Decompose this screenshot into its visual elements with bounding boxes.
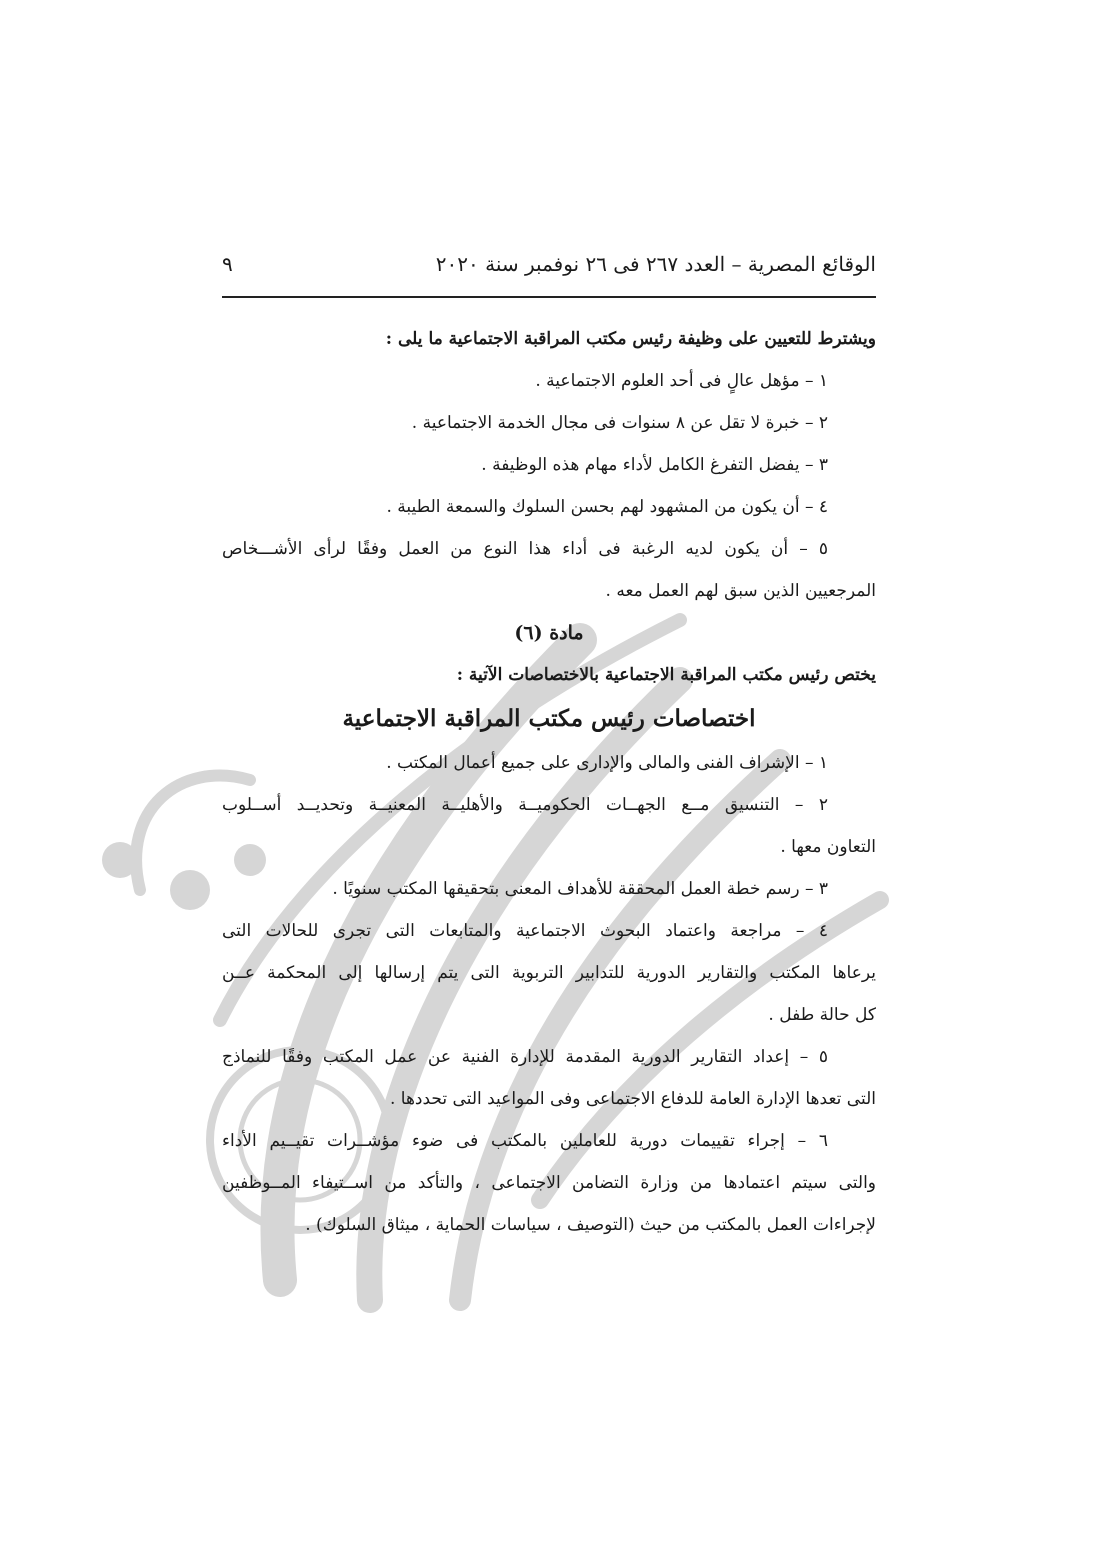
duty-item-continuation: يرعاها المكتب والتقارير الدورية للتدابير التربوية التى يتم إرسالها إلى المحكمة عــن (222, 963, 876, 983)
page-number: ٩ (222, 252, 233, 276)
article-intro: يختص رئيس مكتب المراقبة الاجتماعية بالاختصاصات الآتية : (456, 665, 876, 685)
duty-item: ٦ – إجراء تقييمات دورية للعاملين بالمكتب فى ضوء مؤشــرات تقيــيم الأداء (222, 1131, 828, 1151)
requirement-item: ٣ – يفضل التفرغ الكامل لأداء مهام هذه الوظيفة . (481, 455, 828, 475)
gazette-title: الوقائع المصرية – العدد ٢٦٧ فى ٢٦ نوفمبر سنة ٢٠٢٠ (435, 252, 876, 276)
requirements-intro: ويشترط للتعيين على وظيفة رئيس مكتب المراقبة الاجتماعية ما يلى : (385, 329, 876, 349)
duty-item-continuation: كل حالة طفل . (768, 1005, 876, 1025)
duty-item: ٢ – التنسيق مــع الجهــات الحكوميــة والأهليــة المعنيــة وتحديــد أســلوب (222, 795, 828, 815)
duty-item-continuation: التى تعدها الإدارة العامة للدفاع الاجتماعى وفى المواعيد التى تحددها . (389, 1089, 876, 1109)
duty-item-continuation: والتى سيتم اعتمادها من وزارة التضامن الاجتماعى ، والتأكد من اســتيفاء المــوظفين (222, 1173, 876, 1193)
requirement-item: ١ – مؤهل عالٍ فى أحد العلوم الاجتماعية . (535, 371, 828, 391)
article-title: مادة (٦) (514, 622, 584, 644)
requirement-item-continuation: المرجعيين الذين سبق لهم العمل معه . (605, 581, 876, 601)
document-body (222, 318, 876, 1246)
duty-item: ٥ – إعداد التقارير الدورية المقدمة للإدارة الفنية عن عمل المكتب وفقًا للنماذج (222, 1047, 828, 1067)
requirement-item: ٢ – خبرة لا تقل عن ٨ سنوات فى مجال الخدمة الاجتماعية . (411, 413, 828, 433)
page-header (222, 250, 876, 298)
duty-item: ٣ – رسم خطة العمل المحققة للأهداف المعنى بتحقيقها المكتب سنويًا . (332, 879, 828, 899)
duty-item-continuation: التعاون معها . (780, 837, 876, 857)
duty-item-continuation: لإجراءات العمل بالمكتب من حيث (التوصيف ، سياسات الحماية ، ميثاق السلوك) . (305, 1215, 876, 1235)
requirement-item: ٤ – أن يكون من المشهود لهم بحسن السلوك والسمعة الطيبة . (386, 497, 828, 517)
duty-item: ٤ – مراجعة واعتماد البحوث الاجتماعية والمتابعات التى تجرى للحالات التى (222, 921, 828, 941)
duty-item: ١ – الإشراف الفنى والمالى والإدارى على جميع أعمال المكتب . (386, 753, 828, 773)
section-title: اختصاصات رئيس مكتب المراقبة الاجتماعية (342, 705, 756, 732)
requirement-item: ٥ – أن يكون لديه الرغبة فى أداء هذا النوع من العمل وفقًا لرأى الأشـــخاص (222, 539, 828, 559)
